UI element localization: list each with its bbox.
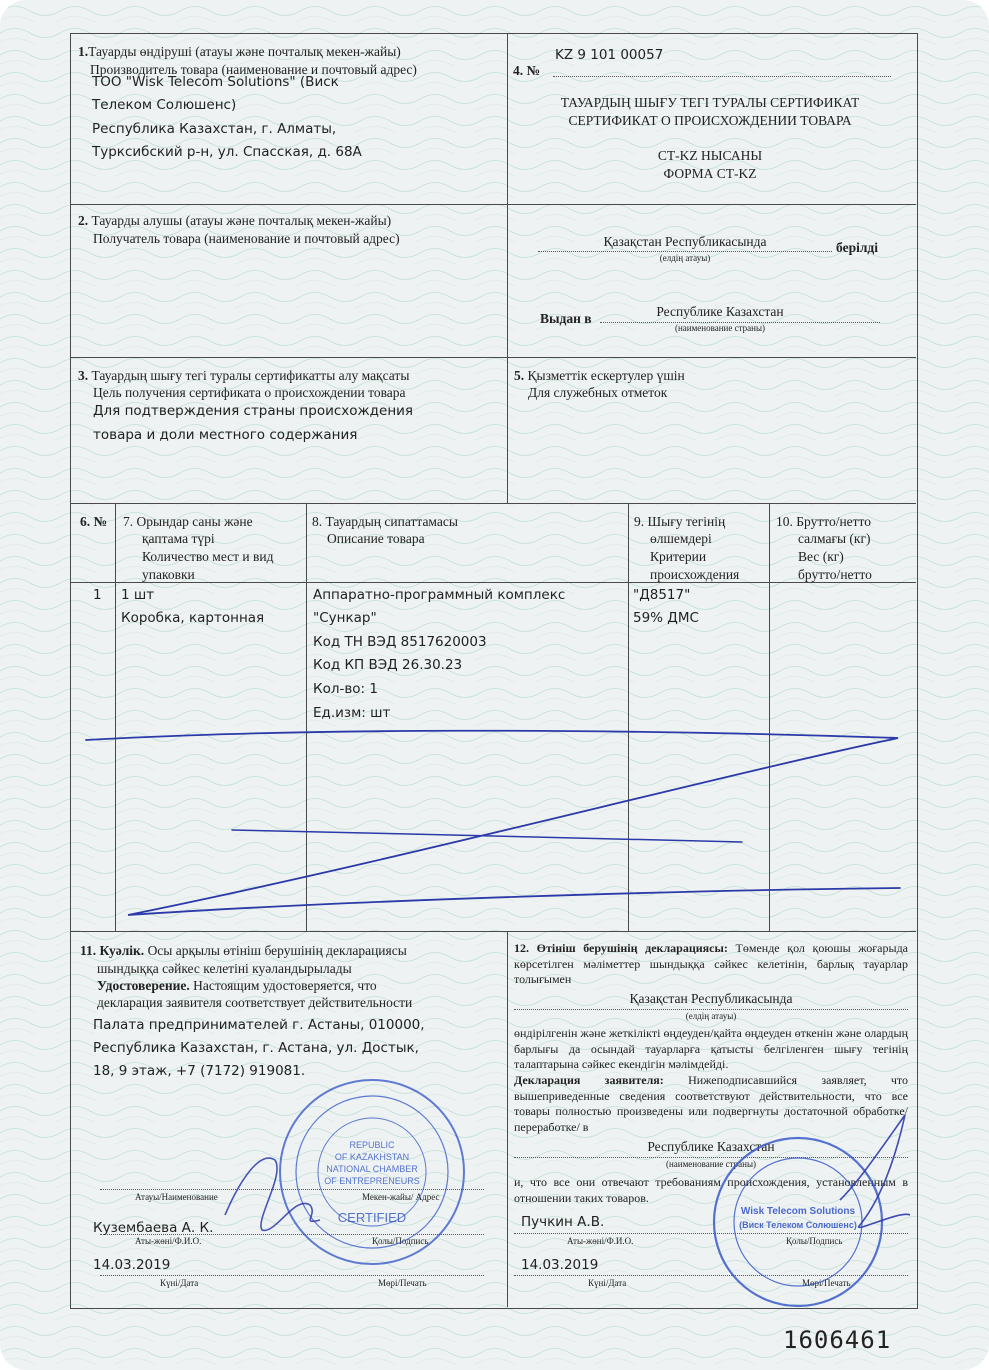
seal-text: CERTIFIED: [337, 1210, 407, 1225]
manufacturer-line: Телеком Солюшенс): [92, 97, 237, 113]
strike-through: [86, 731, 900, 915]
row-packages: 1 шт: [121, 587, 155, 603]
header-criteria: происхождения: [650, 567, 740, 582]
header-weight: салмағы (кг): [798, 531, 871, 546]
box5-label-kz: 5. Қызметтік ескертулер үшін: [514, 368, 685, 383]
seal-text: NATIONAL CHAMBER: [326, 1164, 418, 1174]
box2-label-kz: 2. Тауарды алушы (атауы және почталық мекен-жайы): [78, 213, 392, 228]
issued-ru: Выдан в: [540, 311, 592, 326]
header-weight: брутто/нетто: [798, 567, 872, 582]
header-packages: 7. Орындар саны және: [123, 514, 253, 529]
box5-label-ru: Для служебных отметок: [528, 385, 668, 400]
box11-title-ru: Удостоверение. Настоящим удостоверяется, что: [97, 978, 377, 993]
caption-country-kz: (елдің атауы): [685, 1011, 737, 1021]
seal-text: OF KAZAKHSTAN: [334, 1152, 410, 1162]
header-packages: упаковки: [142, 567, 195, 582]
box12-text-ru: Декларация заявителя: Нижеподписавшийся заявляет, что вышеприведенные сведения соответствуют действительности, что все товары полностью произведены или подвергнуты достаточной обработке/переработке/ в: [514, 1073, 908, 1134]
purpose-line: Для подтверждения страны происхождения: [93, 403, 414, 419]
box12-text-kz: 12. Өтініш берушінің декларациясы: Төменде қол қоюшы жоғарыда көрсетілген мәліметтер шындыққа сәйкес келетінін, барлық тауарлар толығымен: [514, 941, 908, 986]
chamber-signature: [225, 1158, 320, 1230]
chamber-line: Палата предпринимателей г. Астаны, 010000,: [93, 1017, 425, 1033]
row-description: "Сункар": [313, 610, 377, 626]
row-criteria: "Д8517": [633, 587, 691, 603]
header-criteria: өлшемдері: [650, 531, 712, 546]
header-packages: Количество мест и вид: [142, 549, 274, 564]
caption-seal: Мөрі/Печать: [378, 1278, 427, 1288]
header-description: Описание товара: [327, 531, 425, 546]
caption-country-ru: (наименование страны): [665, 1159, 757, 1169]
row-packages: Коробка, картонная: [121, 610, 265, 626]
seal-text: OF ENTREPRENEURS: [324, 1176, 420, 1186]
manufacturer-line: Республика Казахстан, г. Алматы,: [92, 121, 337, 137]
chamber-signer: Кузембаева А. К.: [93, 1220, 214, 1236]
purpose-line: товара и доли местного содержания: [93, 427, 358, 443]
declaration-country-ru: Республике Казахстан: [647, 1139, 775, 1154]
box4-label: 4. №: [513, 63, 541, 78]
certificate-title-ru: СЕРТИФИКАТ О ПРОИСХОЖДЕНИИ ТОВАРА: [568, 113, 852, 128]
header-weight: 10. Брутто/нетто: [776, 514, 872, 529]
box12-text-kz2: өндірілгенін және жеткілікті өңдеуден/қайта өңдеуден өткенін және олардың барлығы да осындай тауарларға қатысты белгіленген шығу тегінің талаптарына сәйкес екендігін мәлімдейді.: [514, 1026, 908, 1071]
header-criteria: 9. Шығу тегінің: [634, 514, 726, 529]
caption-country-ru: (наименование страны): [674, 323, 766, 333]
row-description: Код КП ВЭД 26.30.23: [313, 657, 463, 673]
form-ru: ФОРМА СТ-KZ: [663, 166, 757, 181]
caption-address: Мекен-жайы/ Адрес: [362, 1192, 440, 1202]
certificate-number: KZ 9 101 00057: [555, 47, 664, 63]
box12-text-ru2: и, что все они отвечают требованиям происхождения, установленным в отношении таких товаров.: [514, 1175, 908, 1205]
caption-date: Күні/Дата: [588, 1278, 627, 1288]
seal-text: Wisk Telecom Solutions: [740, 1206, 856, 1217]
chamber-date: 14.03.2019: [93, 1257, 171, 1273]
chamber-line: Республика Казахстан, г. Астана, ул. Достык,: [93, 1040, 419, 1056]
applicant-date: 14.03.2019: [521, 1257, 599, 1273]
box11-text-kz: шындыққа сәйкес келетіні куәландырылады: [97, 961, 352, 976]
header-weight: Вес (кг): [798, 549, 844, 564]
caption-country-kz: (елдің атауы): [659, 253, 711, 263]
form-kz: СТ-KZ НЫСАНЫ: [657, 148, 763, 163]
caption-fio: Аты-жөні/Ф.И.О.: [567, 1236, 634, 1246]
box1-label-kz: 1.Тауарды өндіруші (атауы және почталық мекен-жайы): [78, 44, 401, 59]
declaration-country-kz: Қазақстан Республикасында: [629, 991, 793, 1006]
box2-label-ru: Получатель товара (наименование и почтовый адрес): [93, 231, 400, 246]
caption-date: Күні/Дата: [160, 1278, 199, 1288]
header-criteria: Критерии: [650, 549, 707, 564]
issued-country-kz: Қазақстан Республикасында: [603, 234, 767, 249]
row-criteria: 59% ДМС: [633, 610, 699, 626]
caption-sign: Қолы/Подпись: [786, 1236, 843, 1246]
issued-country-ru: Республике Казахстан: [656, 304, 784, 319]
header-description: 8. Тауардың сипаттамасы: [312, 514, 458, 529]
issued-kz: берілді: [836, 240, 878, 255]
row-description: Ед.изм: шт: [313, 705, 391, 721]
box11-title-kz: 11. Куәлік. Осы арқылы өтініш берушінің декларациясы: [80, 943, 407, 958]
seal-text: (Виск Телеком Солюшенс): [739, 1220, 857, 1230]
serial-number: 1606461: [783, 1326, 892, 1354]
strike-through: [232, 830, 742, 842]
box3-label-kz: 3. Тауардың шығу тегі туралы сертификатты алу мақсаты: [78, 368, 410, 383]
caption-fio: Аты-жөні/Ф.И.О.: [135, 1236, 202, 1246]
box1-label-ru: Производитель товара (наименование и почтовый адрес): [90, 62, 417, 77]
chamber-line: 18, 9 этаж, +7 (7172) 919081.: [93, 1063, 306, 1079]
seal-text: REPUBLIC: [349, 1140, 395, 1150]
applicant-signer: Пучкин А.В.: [521, 1214, 605, 1230]
row-number: 1: [93, 587, 102, 603]
box11-text-ru: декларация заявителя соответствует действительности: [97, 995, 413, 1010]
caption-name: Атауы/Наименование: [135, 1192, 218, 1202]
row-description: Код ТН ВЭД 8517620003: [313, 634, 487, 650]
box3-label-ru: Цель получения сертификата о происхождении товара: [93, 385, 406, 400]
manufacturer-line: ТОО "Wisk Telecom Solutions" (Виск: [92, 74, 339, 90]
header-number: 6. №: [80, 514, 108, 529]
caption-seal: Мөрі/Печать: [802, 1278, 851, 1288]
row-description: Кол-во: 1: [313, 681, 378, 697]
caption-sign: Қолы/Подпись: [372, 1236, 429, 1246]
certificate-title-kz: ТАУАРДЫҢ ШЫҒУ ТЕГІ ТУРАЛЫ СЕРТИФИКАТ: [560, 95, 860, 110]
manufacturer-line: Турксибский р-н, ул. Спасская, д. 68А: [92, 144, 362, 160]
row-description: Аппаратно-программный комплекс: [313, 587, 566, 603]
header-packages: қаптама түрі: [142, 531, 215, 546]
